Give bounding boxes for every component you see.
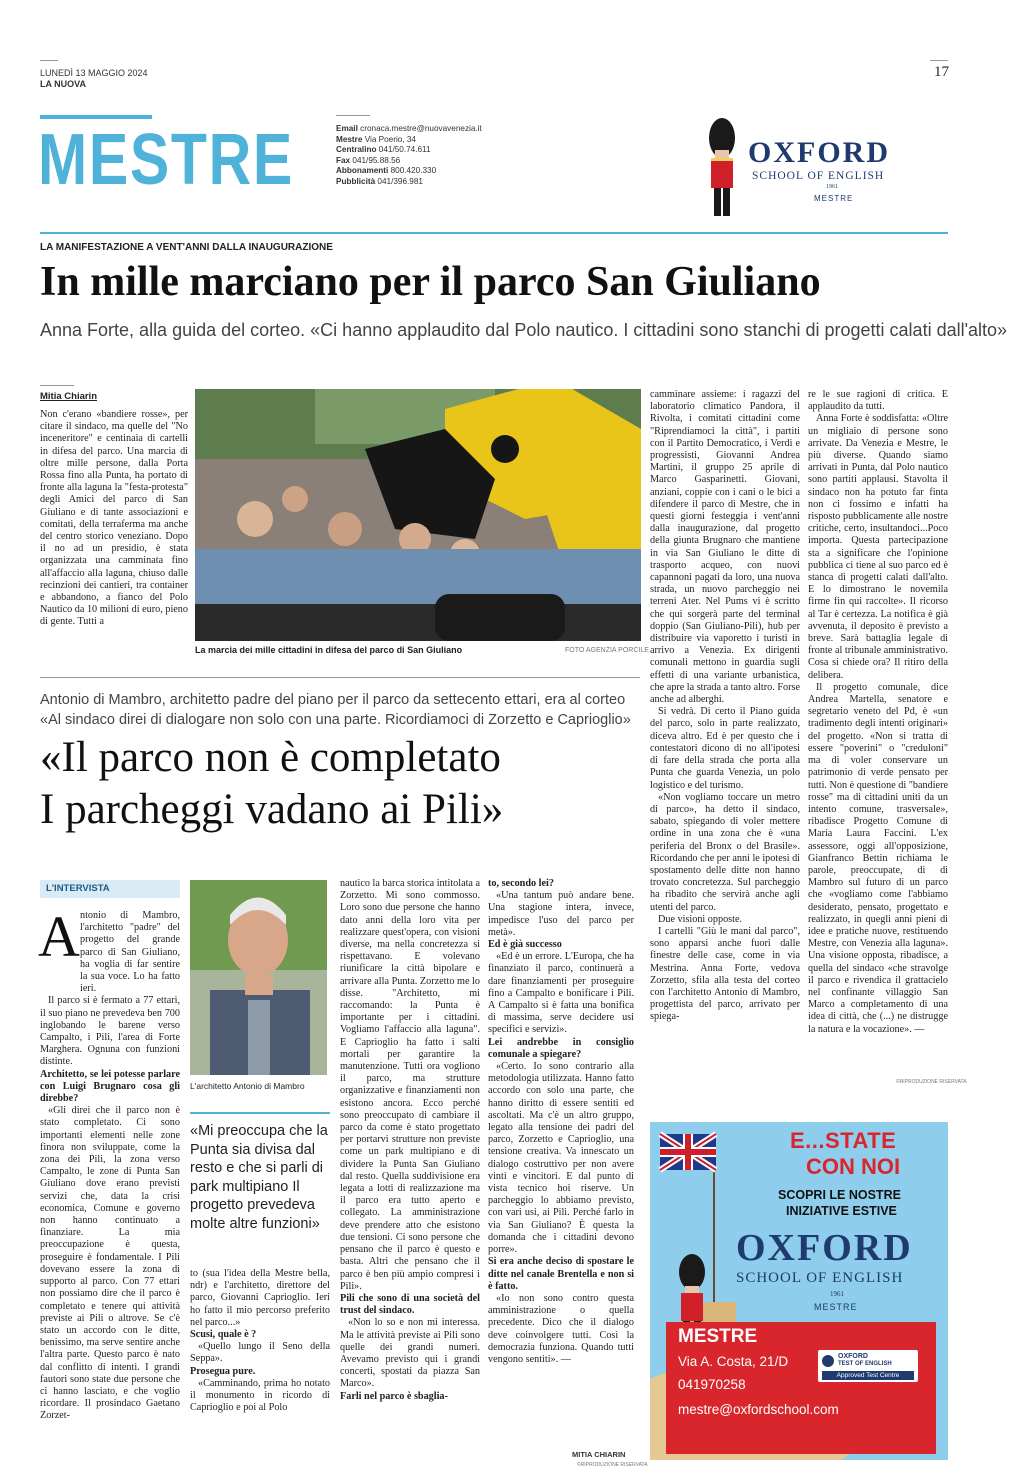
article1-photo-credit: FOTO AGENZIA PORCILE bbox=[565, 647, 649, 654]
top-ad-city: MESTRE bbox=[814, 194, 854, 203]
badge-line2: TEST OF ENGLISH bbox=[838, 1361, 892, 1367]
ad-cta-1: SCOPRI LE NOSTRE bbox=[778, 1188, 901, 1202]
ad-contact-box bbox=[666, 1322, 936, 1454]
article2-headline: «Il parco non è completato I parcheggi vadano ai Pili» bbox=[40, 734, 504, 833]
article1-author: Mitia Chiarin bbox=[40, 391, 98, 402]
ad-year: 1961 bbox=[830, 1290, 844, 1298]
issue-date: LUNEDÌ 13 MAGGIO 2024 bbox=[40, 68, 148, 78]
ad-phone[interactable]: 041970258 bbox=[678, 1377, 746, 1392]
article2-col2: to (sua l'idea della Mestre bella, ndr) e l'architetto, direttore del parco, Giovanni Caprioglio. Ieri ho fatto il mio percorso preferito nel parco...» Scusi, quale è ? «Quello lungo il Seno della Seppa». Prosegua pure. «Camminando, prima ho notato il monumento in ricordo di Caprioglio e poi al Polo bbox=[190, 1268, 330, 1414]
crowd-image bbox=[195, 389, 641, 641]
top-ad-year: 1961 bbox=[826, 184, 838, 190]
ad-cta-2: INIZIATIVE ESTIVE bbox=[786, 1204, 897, 1218]
page-number: 17 bbox=[934, 64, 949, 80]
contact-fax: Fax 041/95.88.56 bbox=[336, 155, 401, 165]
article2-top-rule bbox=[40, 677, 640, 678]
badge-logo-icon bbox=[822, 1355, 834, 1367]
top-oxford-ad[interactable] bbox=[690, 112, 930, 222]
byline-rule bbox=[40, 385, 74, 386]
article1-col3: camminare assieme: i ragazzi del laboratorio climatico Pandora, il Rivolta, i comitati cittadini come "Riprendiamoci la città", i partiti con il Partito Democratico, i Verdi e progressisti, Giovanni Andrea Martini, il gruppo 25 aprile di Marco Gasparinetti. Giovani, anziani, coppie con i cani o le bici a difendere il parco di Mestre, che in questi giorni festeggia i vent'anni dalla inaugurazione, dal progetto della giunta Brugnaro che mantiene in via San Giuliano le ditte di trasporto acqueo, con nuovi capannoni pagati da loro, una nuova strada, un nuovo parcheggio nei terreni Ater. Nel Pums vi è scritto che qui sorgerà parte del terminal doppio (San Giuliano-Pili), hub per distribuire via vaporetto i turisti in arrivo a Venezia. Ex dirigenti comunali mettono in guardia sugli effetti di una variante urbanistica, che apre la strada a tanto altro. Forse anche ad alberghi. Si vedrà. Di certo il Piano guida del parco, solo in parte realizzato, diceva altro. Ed è per questo che i contestatori dicono di no all'ipotesi di fare della strada che porta alla Punta che guarda Venezia, un polo logistico e del turismo. «Non vogliamo toccare un metro di parco», ha detto il sindaco, sabato, spiegando di voler mettere ordine in una zona che è «una periferia del Bronx o del Brasile». Ricordando che per anni le ipotesi di spostamento delle ditte non hanno trovato concretezza. Sul parcheggio ha ribadito che servirà anche agli utenti del parco. Due visioni opposte. I cartelli "Giù le mani dal parco", sono apparsi anche fuori dalle finestre delle case, come in via Mestrina. Anna Forte, vedova Zorzetto, sfila alla testa del corteo con l'architetto Antonio di Mambro, progettista del parco, arrivato per spiega- bbox=[650, 389, 800, 1023]
article1-col4: re le sue ragioni di critica. E applaudito da tutti. Anna Forte è soddisfatta: «Oltre un migliaio di persone sono arrivate. Da Venezia e Mestre, le più diverse. Quando siamo arrivati in Punta, dal Polo nautico sono partiti applausi. Stavolta il sindaco non ha potuto far finta non ci fossimo e infatti ha risposto pubblicamente alle nostre critiche, certo, insultandoci...Poco importa. Questa partecipazione sta a significare che l'opinione pubblica ci tiene al suo parco ed è stanca di progetti calati dall'alto. E lo dimostrano le novemila firme fin qui raccolte». Il ricorso al Tar è certezza. La notifica è già avvenuta, il deposito è previsto a breve. Sarà battaglia legale di fronte al tribunale amministrativo. Cosa si chiede ora? Il ritiro della delibera. Il progetto comunale, dice Andrea Martella, senatore e segretario veneto del Pd, è «un tradimento degli intenti originari» del progetto. «Non si tratta di essere "poverini" o "creduloni" ma di voler conservare un patrimonio di verde pensato per tutti. Non è questione di "bandiere rosse" ma di cittadini uniti da un intento comune, trasversale», ribadisce Progetto Comune di Maria Laura Faccini. L'ex assessore, oggi all'opposizione, Gianfranco Bettin richiama le parole, preoccupate, di di Mambro sul futuro di un parco che «vogliamo come l'abbiamo desiderato, pensato, progettato e realizzato, in quegli anni pieni di idee e pratiche nuove, restituendo Mestre, con Venezia alla laguna». Una visione opposta, ribadisce, a quella del sindaco «che stravolge il parco e rivendica il grattacielo nel confinante villaggio San Marco a completamento di una idea di città, che (...) ne distrugge la natura e la vocazione». — bbox=[808, 389, 948, 1035]
article2-signature: MITIA CHIARIN bbox=[572, 1450, 626, 1459]
union-jack-flag-icon bbox=[660, 1134, 716, 1170]
article2-col3: nautico la barca storica intitolata a Zorzetto. Mi sono commosso. Loro sono due persone che hanno dato anni della loro vita per realizzare quest'opera, con visioni diverse, ma nella concretezza si rispettavano. E volevano riunificare la città bipolare e arrivare alla Punta. Zorzetto me lo disse. "Architetto, mi raccomando: la Punta è importante per i cittadini. Vogliamo l'affaccio alla laguna". E Caprioglio ha fatto i salti mortali per garantire la manutenzione. Tutti ora vogliono il parco, ma strutture organizzative e finanziamenti non esistono ancora. Ecco perché sono preoccupato di cambiare il parco da come è stato progettato per portarvi strutture non previste come un park multipiano e di dividere la Punta San Giuliano dal resto. Quella suddivisione era legata a lotti di realizzazione ma il parco era tutto aperto e collegato. La amministrazione deve prendere atto che esistono due tensioni. Ci sono persone che pensano che il parco è questo e basta. Altri che pensano che il parco è ben più ampio compresi i Pili». Pili che sono di una società del trust del sindaco. «Non lo so e non mi interessa. Ma le attività previste ai Pili sono quelle dei grandi numeri. Avevamo previsto qui i grandi concerti, spostati da piazza San Marco». Farli nel parco è sbaglia- bbox=[340, 878, 480, 1402]
bottom-oxford-ad[interactable] bbox=[650, 1122, 948, 1460]
badge-line1: OXFORD bbox=[838, 1353, 868, 1360]
article1-photo-caption: La marcia dei mille cittadini in difesa del parco di San Giuliano bbox=[195, 645, 463, 655]
header-info bbox=[40, 68, 148, 90]
top-ad-brand: OXFORD bbox=[748, 136, 890, 169]
article1-kicker: LA MANIFESTAZIONE A VENT'ANNI DALLA INAUGURAZIONE bbox=[40, 242, 333, 253]
ad-brand: OXFORD bbox=[736, 1227, 913, 1269]
contact-address: Mestre Via Poerio, 34 bbox=[336, 134, 416, 144]
ad-address: Via A. Costa, 21/D bbox=[678, 1354, 789, 1369]
article1-col1: Non c'erano «bandiere rosse», per citare il sindaco, ma quelle del "No inceneritore" e centinaia di cartelli in difesa del parco. Una marcia di oltre mille persone, dalla Porta Rossa fino alla Punta, ha portato di fronte alla laguna la "festa-protesta" degli Amici del parco di San Giuliano e di tante associazioni e comitati, della terraferma ma anche del centro storico veneziano. Dopo il no ad un presidio, è stata organizzata una camminata fino all'affaccio alla laguna, chiuso dalle recinzioni dei cantieri, tra container e abbandono, a fianco del Polo Nautico da 10 milioni di euro, pieno di gente. Tutti a bbox=[40, 409, 188, 628]
section-title: MESTRE bbox=[38, 120, 294, 200]
ad-box-city: MESTRE bbox=[678, 1326, 758, 1347]
section-accent-bar bbox=[40, 115, 152, 119]
article2-col4: to, secondo lei? «Una tantum può andare bene. Una stagione intera, invece, impedisce l'uso del parco per metà». Ed è già successo «Ed è un errore. L'Europa, che ha finanziato il parco, continuerà a dare finanziamenti per proseguire fino a Campalto e bonificare i Pili. A Campalto si è fatta una bonifica di massima, serve decidere usi specifici e servizi». Lei andrebbe in consiglio comunale a spiegare? «Certo. Io sono contrario alla metodologia utilizzata. Hanno fatto accordo con solo una parte, che hanno diritto di essere sentiti ed ascoltati. Ma c'è un altro gruppo, legato alla tensione dei padri del parco, Zorzetto e Caprioglio, una tensione creativa. Va innescato un dialogo costruttivo per non avere vinti e vincitori. E dal punto di vista tecnico hoi riserve. Un parcheggio lo abbiamo previsto, con vari usi, ai Pili. Perché farlo in via San Giuliano? È questa la domanda che i cittadini devono porre». Si era anche deciso di spostare le ditte nel canale Brentella e non si è fatto. «Io non sono contro questa amministrazione o quella precedente. Dico che il dialogo deve coinvolgere tutti. Così la democrazia funziona. Quando tutti vengono sentiti». — bbox=[488, 878, 634, 1365]
article1-subhead: Anna Forte, alla guida del corteo. «Ci hanno applaudito dal Polo nautico. I cittadini sono stanchi di progetti calati dall'alto» bbox=[40, 320, 1008, 340]
section-divider bbox=[40, 232, 948, 234]
ad-headline-2: CON NOI bbox=[806, 1154, 901, 1179]
header-rule-right bbox=[930, 60, 948, 61]
badge-line3: Approved Test Centre bbox=[822, 1371, 914, 1380]
ad-city: MESTRE bbox=[814, 1302, 858, 1312]
contact-subscriptions: Abbonamenti 800.420.330 bbox=[336, 166, 437, 176]
interview-tag: L'INTERVISTA bbox=[46, 883, 110, 894]
ad-brand-sub: SCHOOL OF ENGLISH bbox=[736, 1270, 904, 1286]
contacts-block bbox=[336, 124, 482, 188]
march-photo bbox=[195, 389, 641, 641]
article1-headline: In mille marciano per il parco San Giuliano bbox=[40, 259, 821, 305]
ad-email[interactable]: mestre@oxfordschool.com bbox=[678, 1402, 839, 1417]
architect-image bbox=[190, 880, 327, 1075]
article2-subhead: Antonio di Mambro, architetto padre del piano per il parco da settecento ettari, era al corteo «Al sindaco direi di dialogare non solo con una parte. Ricordiamoci di Zorzetto e Caprioglio» bbox=[40, 692, 631, 728]
top-ad-sub: SCHOOL OF ENGLISH bbox=[752, 170, 885, 182]
architect-photo-caption: L'architetto Antonio di Mambro bbox=[190, 1081, 305, 1091]
header-rule-left bbox=[40, 60, 58, 61]
guard-icon bbox=[702, 116, 742, 218]
contact-advertising: Pubblicità 041/396.981 bbox=[336, 176, 423, 186]
pullquote-rule bbox=[190, 1112, 330, 1114]
article1-rights: ©RIPRODUZIONE RISERVATA bbox=[896, 1079, 967, 1085]
architect-photo bbox=[190, 880, 327, 1075]
ad-headline-1: E...STATE bbox=[790, 1128, 897, 1153]
contacts-rule bbox=[336, 115, 370, 116]
ad-test-badge bbox=[818, 1350, 918, 1382]
article2-pullquote: «Mi preoccupa che la Punta sia divisa dal resto e che si parli di park multipiano Il progetto prevedeva molte altre funzioni» bbox=[190, 1123, 328, 1232]
article2-dropcap: A bbox=[38, 904, 80, 969]
article2-rights: ©RIPRODUZIONE RISERVATA bbox=[577, 1462, 648, 1468]
paper-name: LA NUOVA bbox=[40, 79, 86, 89]
contact-switchboard: Centralino 041/50.74.611 bbox=[336, 145, 431, 155]
article2-col1: ntonio di Mambro, l'architetto "padre" del progetto del grande parco di San Giuliano, ha voglia di far sentire la sua voce. Lo ha fatto ieri. Il parco si è fermato a 77 ettari, il suo piano ne prevedeva ben 700 inglobando le barene verso Campalto, i Pili, l'area di Forte Marghera. Ognuna con funzioni distinte. Architetto, se lei potesse parlare con Luigi Brugnaro cosa gli direbbe? «Gli direi che il parco non è stato completato. Ci sono importanti elementi nelle zone finora non sviluppate, come la zona dei Pili, la zona verso Campalto, le zone di Punta San Giuliano dove erano previsti servizi che, data la crisi economica, Comune e governo non hanno continuato a finanziare. La mia preoccupazione è questa, proseguire è fondamentale. I Pili dovevano essere la zona di supporto al parco. Con 77 ettari non possiamo dire che il parco è completato e tenere qui attività previste ai Pili o altrove. Se c'è stato un accordo con le ditte, benissimo, ma serve sentire anche l'altra parte. Questo parco è nato dal conflitto di intenti. I grandi fautori sono state due persone che ci hanno lasciato, e che voglio ricordare. Il prosindaco Gaetano Zorzet- bbox=[40, 910, 180, 1422]
contact-email: Email cronaca.mestre@nuovavenezia.it bbox=[336, 124, 482, 133]
